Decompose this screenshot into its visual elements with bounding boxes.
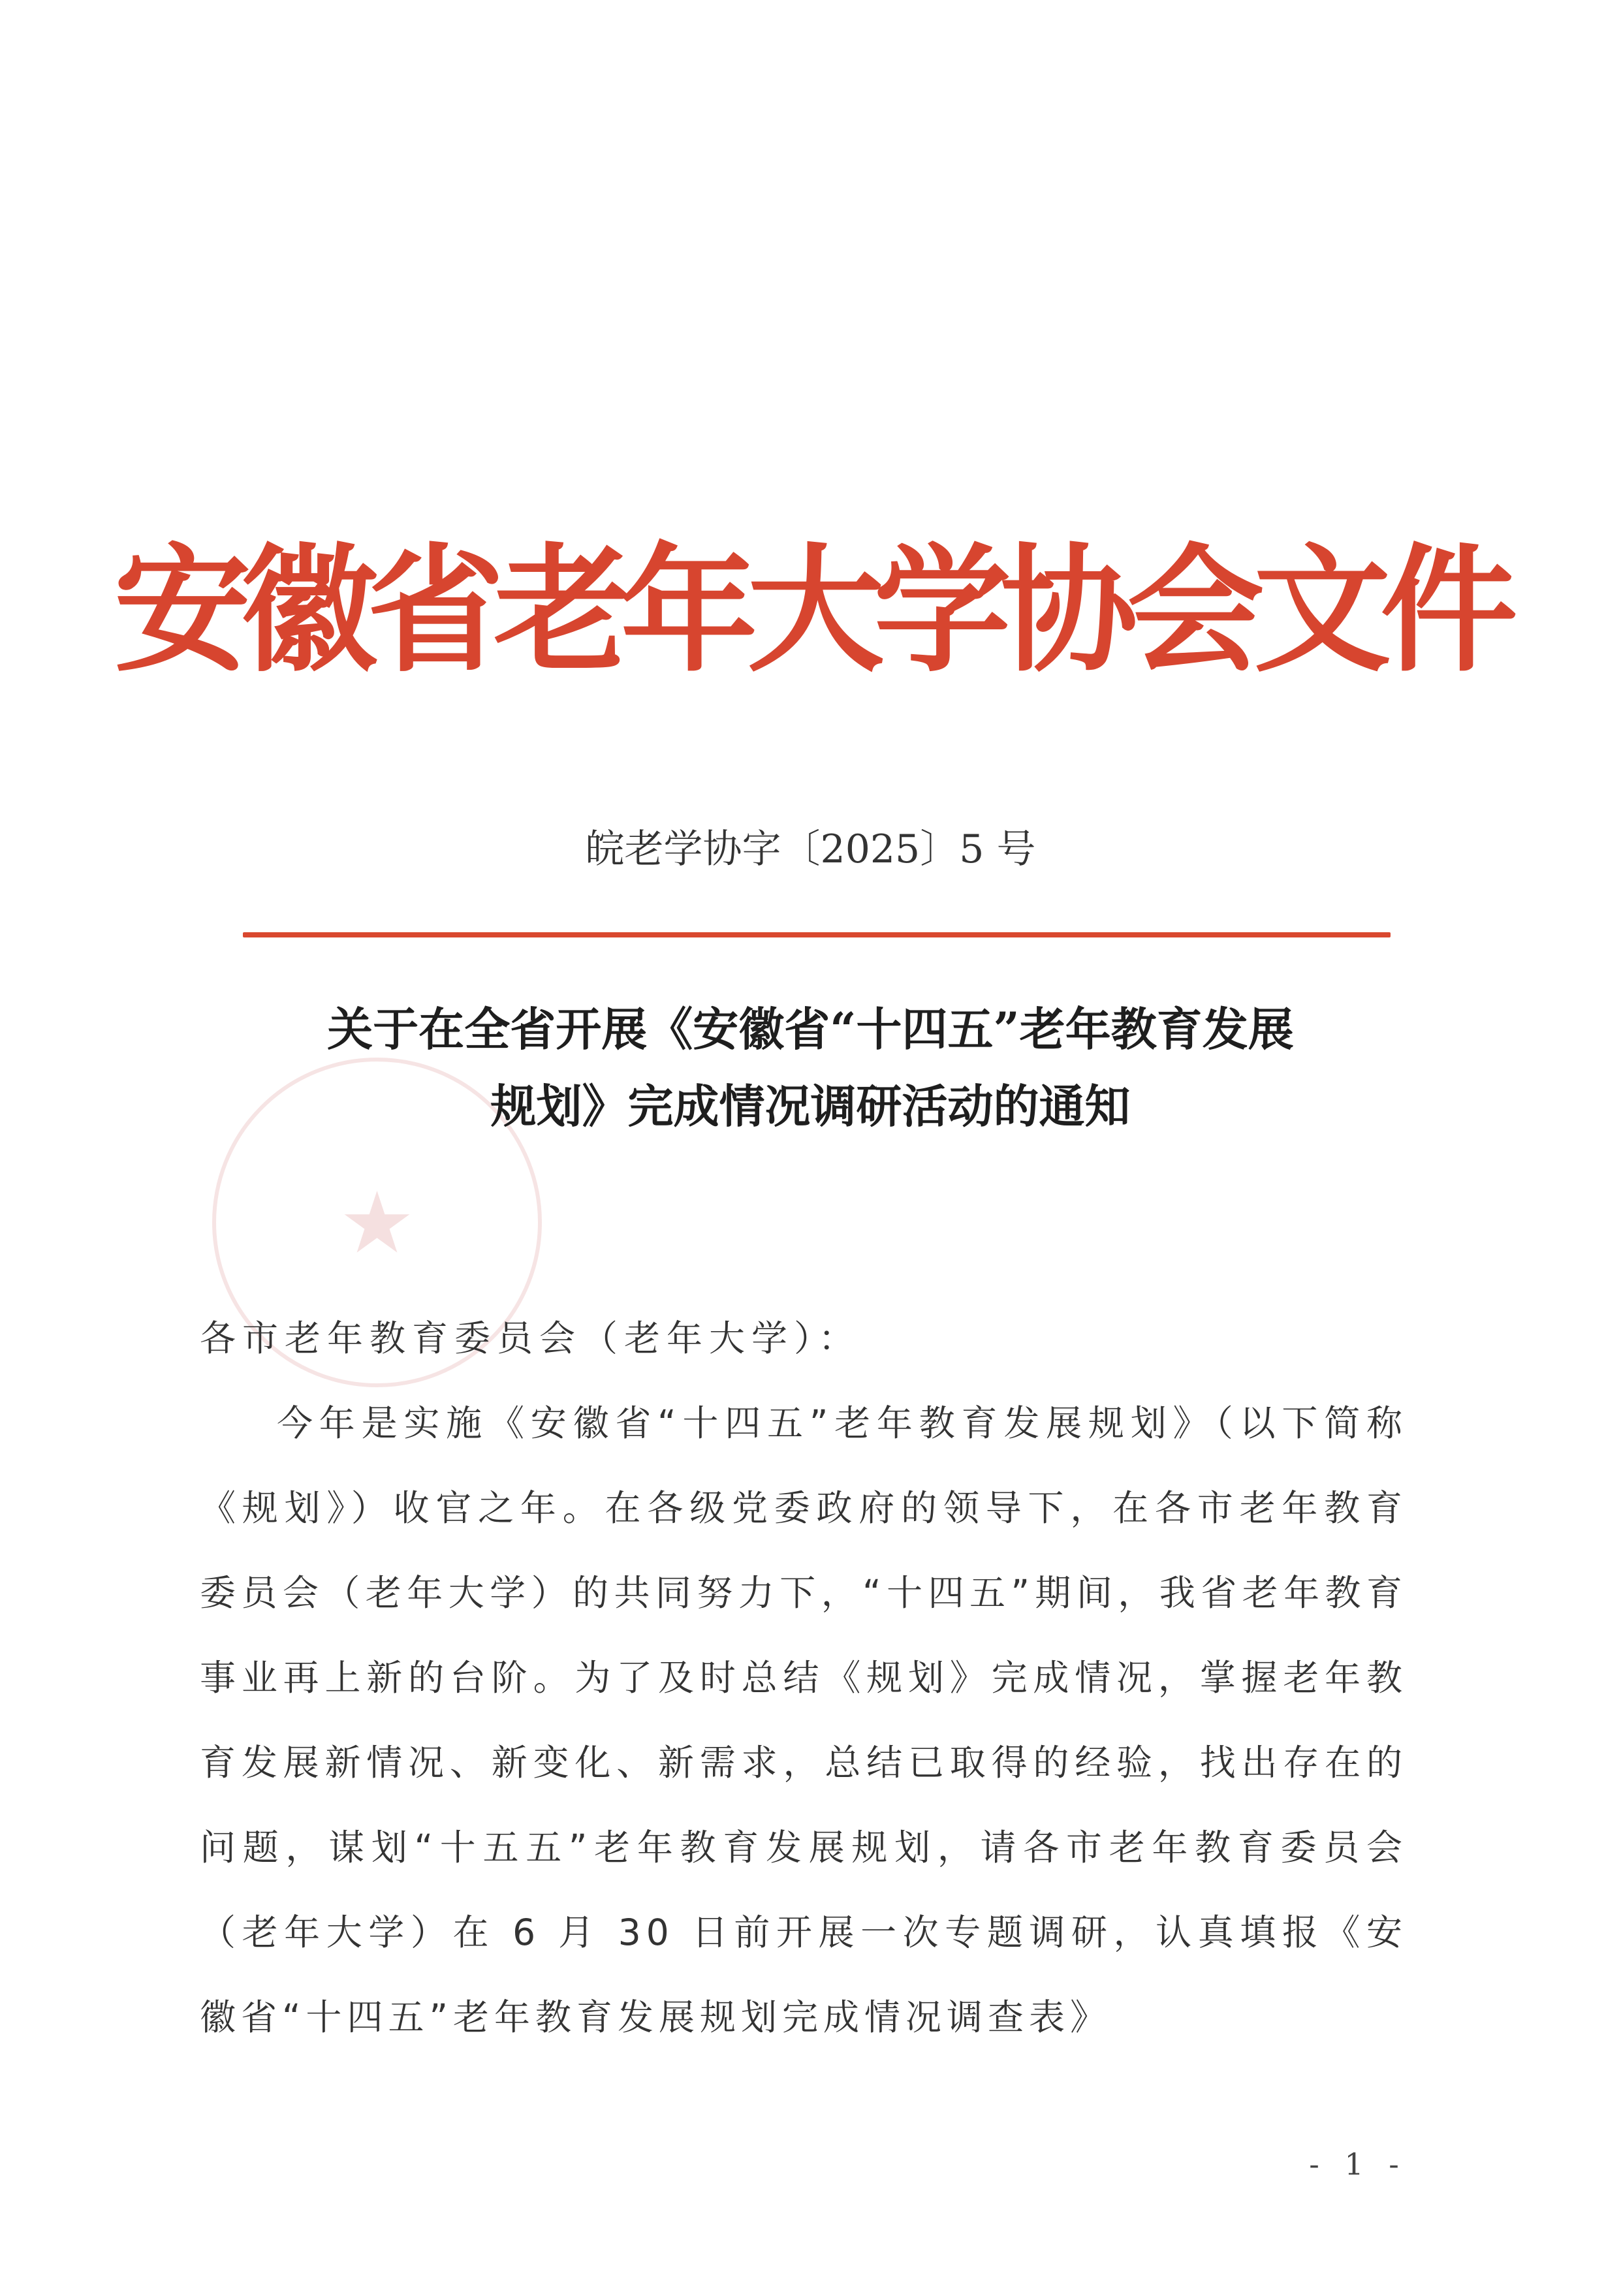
notice-title-line-2: 规划》完成情况调研活动的通知 [490,1079,1131,1133]
red-divider-line [243,932,1391,937]
document-number: 皖老学协字〔2025〕5 号 [585,826,1036,872]
notice-title [0,991,1621,1145]
seal-star-icon: ★ [339,1172,415,1272]
page-number: - 1 - [1309,2147,1407,2182]
notice-body [200,1296,1408,2060]
salutation: 各市老年教育委员会（老年大学）： [200,1317,861,1359]
notice-title-line-1: 关于在全省开展《安徽省“十四五”老年教育发展 [327,1002,1294,1056]
body-paragraph: 今年是实施《安徽省“十四五”老年教育发展规划》（以下简称《规划》）收官之年。在各级党委政府的领导下，在各市老年教育委员会（老年大学）的共同努力下，“十四五”期间，我省老年教育事业再上新的台阶。为了及时总结《规划》完成情况，掌握老年教育发展新情况、新变化、新需求，总结已取得的经验，找出存在的问题，谋划“十五五”老年教育发展规划，请各市老年教育委员会（老年大学）在 6 月 30 日前开展一次专题调研，认真填报《安徽省“十四五”老年教育发展规划完成情况调查表》 [200,1402,1408,2038]
masthead-title: 安徽省老年大学协会文件 [114,529,1507,691]
